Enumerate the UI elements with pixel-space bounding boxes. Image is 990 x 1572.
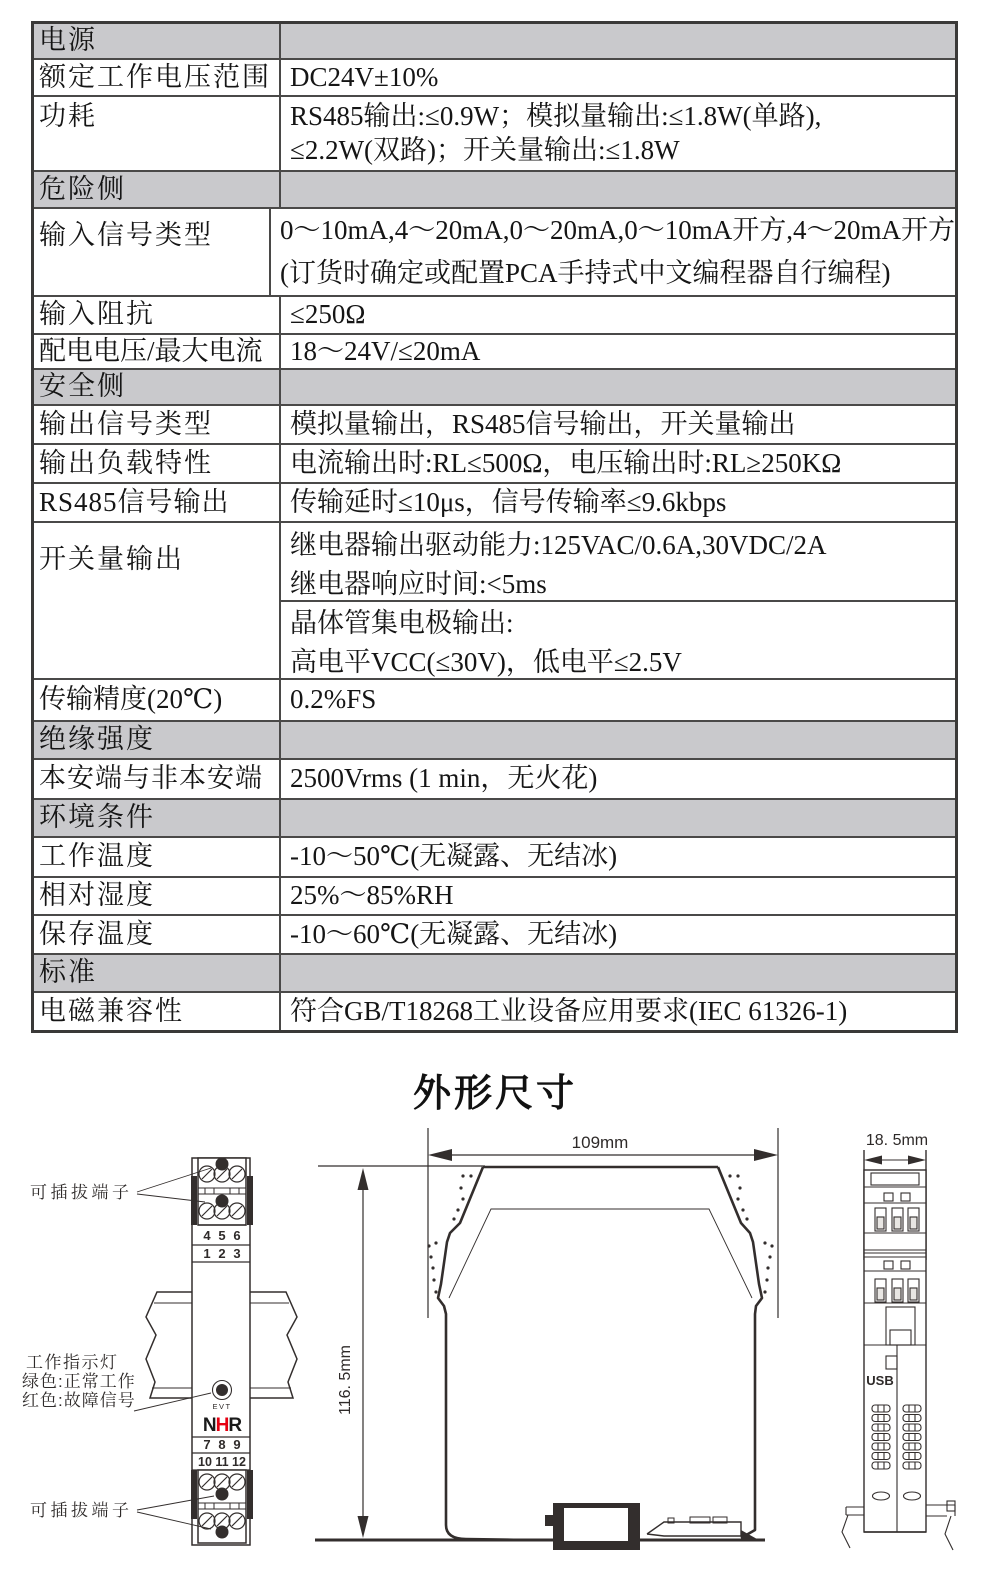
spec-row xyxy=(34,914,955,953)
arrowhead-left xyxy=(428,1149,452,1161)
spec-value: 继电器输出驱动能力:125VAC/0.6A,30VDC/2A xyxy=(290,529,827,560)
indicator-label-line1: 工作指示灯 xyxy=(26,1353,119,1372)
spec-row xyxy=(34,521,955,678)
spec-value: 继电器响应时间:<5ms xyxy=(290,568,547,599)
spec-value: 高电平VCC(≤30V)，低电平≤2.5V xyxy=(290,647,682,677)
nhr-logo xyxy=(203,1415,242,1436)
spec-row xyxy=(34,295,955,333)
spec-label: 开关量输出 xyxy=(34,523,281,678)
terminal-number: 5 xyxy=(218,1228,226,1243)
arrowhead-right xyxy=(754,1149,778,1161)
spec-value: 符合GB/T18268工业设备应用要求(IEC 61326-1) xyxy=(290,995,848,1026)
spec-value: 2500Vrms (1 min，无火花) xyxy=(290,763,598,794)
spec-value: 18～24V/≤20mA xyxy=(290,335,481,366)
spec-section-row xyxy=(34,170,955,207)
spec-row xyxy=(34,404,955,443)
evt-label: EVT xyxy=(212,1402,232,1411)
spec-label: 本安端与非本安端 xyxy=(34,760,281,798)
terminal-number: 6 xyxy=(233,1228,241,1243)
terminal-number: 2 xyxy=(218,1246,226,1261)
arrowhead-left xyxy=(864,1156,882,1165)
usb-label: USB xyxy=(866,1373,894,1388)
spec-value: RS485输出:≤0.9W；模拟量输出:≤1.8W(单路), xyxy=(290,100,822,131)
spec-row xyxy=(34,207,955,295)
narrow-side-view-drawing xyxy=(842,1132,955,1550)
logo-letter-r: R xyxy=(228,1415,242,1436)
terminal-dot xyxy=(216,1195,229,1208)
spec-row xyxy=(34,482,955,521)
logo-letter-h: H xyxy=(215,1415,229,1436)
spec-label: 额定工作电压范围 xyxy=(34,60,281,95)
arrowhead-up xyxy=(358,1168,369,1190)
section-title: 标准 xyxy=(34,955,281,991)
terminal-block-bottom xyxy=(191,1470,253,1543)
terminal-number: 12 xyxy=(232,1455,246,1469)
front-view-drawing xyxy=(22,1158,297,1546)
terminal-number: 7 xyxy=(203,1437,211,1452)
spec-value: (订货时确定或配置PCA手持式中文编程器自行编程) xyxy=(280,258,891,288)
pluggable-terminal-label-top: 可插拔端子 xyxy=(30,1183,133,1202)
section-title: 电源 xyxy=(34,24,281,58)
spec-label: 相对湿度 xyxy=(34,878,281,914)
spec-section-row xyxy=(34,953,955,991)
spec-value: ≤250Ω xyxy=(290,299,366,330)
spec-row xyxy=(34,333,955,368)
spec-row xyxy=(34,758,955,798)
spec-subrow xyxy=(281,523,955,600)
spec-label: 工作温度 xyxy=(34,838,281,876)
width-dimension-label: 109mm xyxy=(571,1133,629,1152)
terminal-number: 9 xyxy=(233,1437,241,1452)
spec-table xyxy=(31,21,958,1033)
terminal-number: 11 xyxy=(215,1455,229,1469)
terminal-number: 4 xyxy=(203,1228,211,1243)
spec-value: 晶体管集电极输出: xyxy=(290,608,514,638)
terminal-number: 10 xyxy=(198,1455,212,1469)
clip-latch xyxy=(647,1522,741,1536)
terminal-number: 3 xyxy=(233,1246,241,1261)
section-title: 危险侧 xyxy=(34,172,281,207)
terminal-dot xyxy=(216,1158,229,1171)
spec-label: 功耗 xyxy=(34,97,281,170)
housing-outline xyxy=(438,1167,762,1540)
width-dimension xyxy=(428,1128,778,1318)
inner-panel-line xyxy=(449,1209,752,1298)
spec-section-row xyxy=(34,24,955,58)
spec-value: 0.2%FS xyxy=(290,684,377,715)
spec-label: 输入信号类型 xyxy=(34,209,271,295)
dimension-drawings xyxy=(0,1112,990,1572)
spec-row xyxy=(34,836,955,876)
spec-label: 配电电压/最大电流 xyxy=(34,335,281,368)
depth-dimension-label: 18. 5mm xyxy=(865,1132,929,1149)
height-dimension-label: 116. 5mm xyxy=(337,1345,354,1415)
terminal-number: 8 xyxy=(218,1437,226,1452)
spec-section-row xyxy=(34,368,955,404)
spec-row xyxy=(34,95,955,170)
spec-label: RS485信号输出 xyxy=(34,484,281,521)
spec-row xyxy=(34,876,955,914)
din-clip-block xyxy=(545,1503,757,1550)
spec-value: 0～10mA,4～20mA,0～20mA,0～10mA开方,4～20mA开方 xyxy=(280,214,955,245)
spec-section-row xyxy=(34,720,955,758)
spec-row xyxy=(34,443,955,482)
terminal-dot xyxy=(216,1526,229,1539)
spec-value: 电流输出时:RL≤500Ω，电压输出时:RL≥250KΩ xyxy=(290,447,842,478)
logo-letter-n: N xyxy=(202,1415,216,1436)
arrowhead-right xyxy=(908,1156,926,1165)
outline-dimensions-title: 外形尺寸 xyxy=(412,1073,577,1115)
arrowhead-down xyxy=(358,1516,369,1538)
pluggable-terminal-label-bottom: 可插拔端子 xyxy=(30,1501,133,1520)
terminal-dot xyxy=(216,1488,229,1501)
spec-value: ≤2.2W(双路)；开关量输出:≤1.8W xyxy=(290,134,680,165)
indicator-label-line3: 红色:故障信号 xyxy=(22,1391,136,1410)
spec-label: 输出信号类型 xyxy=(34,406,281,443)
spec-row xyxy=(34,678,955,720)
spec-value: 25%～85%RH xyxy=(290,880,454,911)
spec-label: 电磁兼容性 xyxy=(34,993,281,1030)
spec-value: 传输延时≤10μs，信号传输率≤9.6kbps xyxy=(290,486,727,517)
section-spacer xyxy=(281,24,955,58)
section-title: 绝缘强度 xyxy=(34,722,281,758)
spec-row xyxy=(34,991,955,1030)
spec-value: 模拟量输出，RS485信号输出，开关量输出 xyxy=(290,408,796,439)
spec-subrow xyxy=(281,600,955,678)
spec-value: DC24V±10% xyxy=(290,61,439,92)
terminal-block-top xyxy=(191,1158,253,1226)
terminal-number: 1 xyxy=(203,1246,211,1261)
spec-row xyxy=(34,58,955,95)
spec-section-row xyxy=(34,798,955,836)
spec-label: 输入阻抗 xyxy=(34,297,281,333)
section-title: 安全侧 xyxy=(34,370,281,404)
spec-value: -10～50℃(无凝露、无结冰) xyxy=(290,841,618,872)
spec-label: 保存温度 xyxy=(34,916,281,953)
spec-label: 传输精度(20℃) xyxy=(34,680,281,720)
side-view-drawing xyxy=(315,1128,778,1550)
spec-label: 输出负载特性 xyxy=(34,445,281,482)
section-title: 环境条件 xyxy=(34,800,281,836)
spec-value: -10～60℃(无凝露、无结冰) xyxy=(290,918,618,949)
indicator-label-line2: 绿色:正常工作 xyxy=(22,1372,136,1391)
